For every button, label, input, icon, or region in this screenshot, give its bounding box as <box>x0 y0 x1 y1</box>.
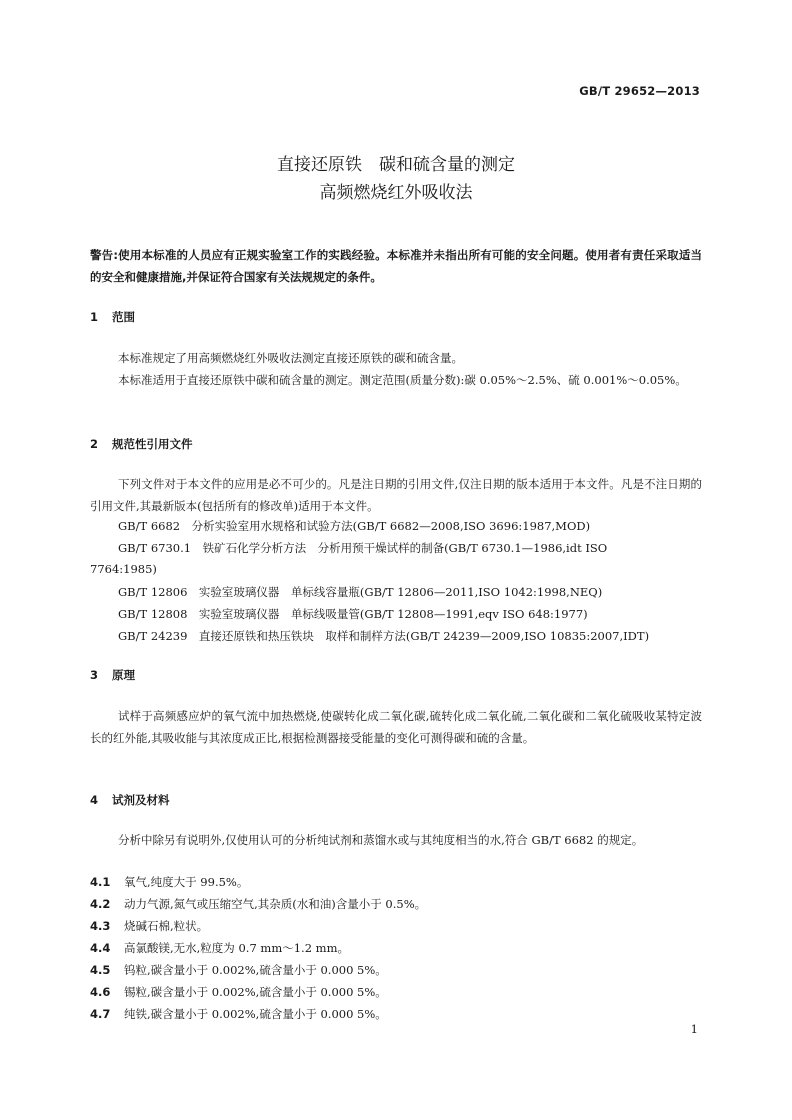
safety-warning: 警告:使用本标准的人员应有正规实验室工作的实践经验。本标准并未指出所有可能的安全问题。使用者有责任采取适当的安全和健康措施,并保证符合国家有关法规规定的条件。 <box>90 248 702 284</box>
section-heading-4 <box>90 792 170 808</box>
reagent-item <box>90 962 702 978</box>
paragraph: 下列文件对于本文件的应用是必不可少的。凡是注日期的引用文件,仅注日期的版本适用于本文件。凡是不注日期的引用文件,其最新版本(包括所有的修改单)适用于本文件。 <box>90 477 702 513</box>
item-text: 高氯酸镁,无水,粒度为 0.7 mm～1.2 mm。 <box>124 941 349 955</box>
reference-item: GB/T 12808 实验室玻璃仪器 单标线吸量管(GB/T 12808—1991,eqv ISO 648:1977) <box>118 607 588 621</box>
item-text: 氧气,纯度大于 99.5%。 <box>124 875 249 889</box>
reference-item: GB/T 6682 分析实验室用水规格和试验方法(GB/T 6682—2008,ISO 3696:1987,MOD) <box>118 519 591 533</box>
item-number: 4.1 <box>90 875 111 889</box>
item-number: 4.5 <box>90 963 111 977</box>
section-number: 4 <box>90 793 99 807</box>
section-number: 1 <box>90 310 99 324</box>
reagent-item <box>90 918 702 934</box>
paragraph: 试样于高频感应炉的氧气流中加热燃烧,使碳转化成二氧化碳,硫转化成二氧化硫,二氧化碳和二氧化硫吸收某特定波长的红外能,其吸收能与其浓度成正比,根据检测器接受能量的变化可测得碳和硫的含量。 <box>90 709 702 745</box>
item-number: 4.7 <box>90 1007 111 1021</box>
reference-item-continued: 7764:1985) <box>90 562 157 576</box>
section-number: 2 <box>90 437 99 451</box>
item-text: 锡粒,碳含量小于 0.002%,硫含量小于 0.000 5%。 <box>124 985 387 999</box>
section-number: 3 <box>90 668 99 682</box>
standard-code: GB/T 29652—2013 <box>579 84 700 98</box>
section-title: 规范性引用文件 <box>112 437 193 451</box>
paragraph: 本标准适用于直接还原铁中碳和硫含量的测定。测定范围(质量分数):碳 0.05%～2.5%、硫 0.001%～0.05%。 <box>118 373 687 387</box>
item-number: 4.4 <box>90 941 111 955</box>
section-heading-1 <box>90 309 135 325</box>
reference-item: GB/T 12806 实验室玻璃仪器 单标线容量瓶(GB/T 12806—2011,ISO 1042:1998,NEQ) <box>118 585 603 599</box>
reagent-item <box>90 984 702 1000</box>
item-text: 纯铁,碳含量小于 0.002%,硫含量小于 0.000 5%。 <box>124 1007 387 1021</box>
paragraph: 本标准规定了用高频燃烧红外吸收法测定直接还原铁的碳和硫含量。 <box>118 351 463 365</box>
item-text: 钨粒,碳含量小于 0.002%,硫含量小于 0.000 5%。 <box>124 963 387 977</box>
paragraph: 分析中除另有说明外,仅使用认可的分析纯试剂和蒸馏水或与其纯度相当的水,符合 GB/T 6682 的规定。 <box>118 833 644 847</box>
reagent-item <box>90 940 702 956</box>
item-number: 4.6 <box>90 985 111 999</box>
section-title: 原理 <box>112 668 135 682</box>
reagent-item <box>90 896 702 912</box>
item-text: 烧碱石棉,粒状。 <box>124 919 209 933</box>
section-title: 试剂及材料 <box>112 793 170 807</box>
item-number: 4.3 <box>90 919 111 933</box>
item-text: 动力气源,氮气或压缩空气,其杂质(水和油)含量小于 0.5%。 <box>124 897 427 911</box>
section-heading-2 <box>90 436 193 452</box>
document-title: 直接还原铁 碳和硫含量的测定 <box>277 155 515 175</box>
reagent-item <box>90 874 702 890</box>
reference-item: GB/T 24239 直接还原铁和热压铁块 取样和制样方法(GB/T 24239—2009,ISO 10835:2007,IDT) <box>118 629 650 643</box>
document-subtitle: 高频燃烧红外吸收法 <box>319 183 473 203</box>
page-number: 1 <box>690 1022 698 1036</box>
item-number: 4.2 <box>90 897 111 911</box>
section-title: 范围 <box>112 310 135 324</box>
reference-item: GB/T 6730.1 铁矿石化学分析方法 分析用预干燥试样的制备(GB/T 6730.1—1986,idt ISO <box>118 541 608 555</box>
section-heading-3 <box>90 667 135 683</box>
reagent-item <box>90 1006 702 1022</box>
